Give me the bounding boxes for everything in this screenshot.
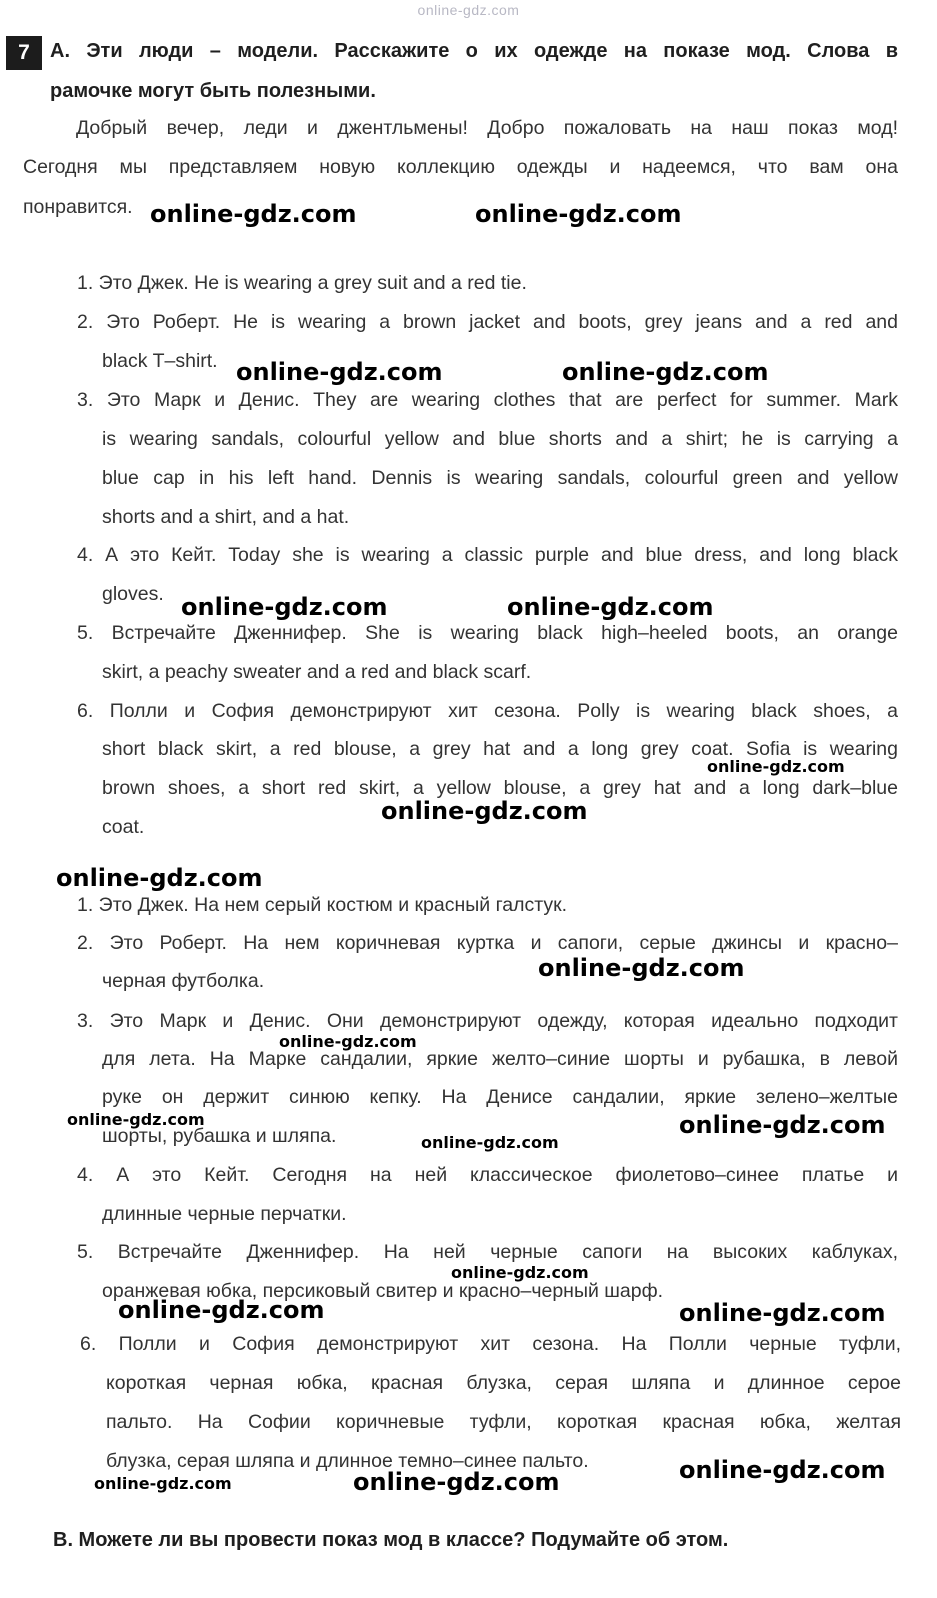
intro-line-3: понравится.	[23, 196, 133, 218]
watermark: online-gdz.com	[353, 1468, 560, 1496]
russian-item-6-line-4: блузка, серая шляпа и длинное темно–синее пальто.	[106, 1450, 589, 1472]
russian-item-4-line-2: длинные черные перчатки.	[102, 1203, 347, 1225]
english-item-4-line-1: 4. А это Кейт. Today she is wearing a classic purple and blue dress, and long black	[77, 544, 898, 566]
russian-item-5-line-2: оранжевая юбка, персиковый свитер и красно–черный шарф.	[102, 1280, 664, 1302]
russian-item-6-line-3: пальто. На Софии коричневые туфли, короткая красная юбка, желтая	[106, 1411, 901, 1433]
russian-item-1: 1. Это Джек. На нем серый костюм и красный галстук.	[77, 894, 568, 916]
intro-line-2: Сегодня мы представляем новую коллекцию одежды и надеемся, что вам она	[23, 156, 898, 178]
watermark: online-gdz.com	[381, 797, 588, 825]
watermark: online-gdz.com	[538, 954, 745, 982]
russian-item-3-line-3: руке он держит синюю кепку. На Денисе сандалии, яркие зелено–желтые	[102, 1086, 898, 1108]
english-item-3-line-3: blue cap in his left hand. Dennis is wearing sandals, colourful green and yellow	[102, 467, 898, 489]
english-item-1: 1. Это Джек. He is wearing a grey suit and a red tie.	[77, 272, 527, 294]
watermark: online-gdz.com	[181, 593, 388, 621]
russian-item-5-line-1: 5. Встречайте Дженнифер. На ней черные сапоги на высоких каблуках,	[77, 1241, 898, 1263]
watermark: online-gdz.com	[421, 1133, 559, 1152]
watermark: online-gdz.com	[279, 1032, 417, 1051]
english-item-6-line-1: 6. Полли и София демонстрируют хит сезона. Polly is wearing black shoes, a	[77, 700, 898, 722]
task-number-badge: 7	[6, 36, 42, 70]
english-item-4-line-2: gloves.	[102, 583, 164, 605]
watermark: online-gdz.com	[475, 200, 682, 228]
watermark: online-gdz.com	[562, 358, 769, 386]
russian-item-3-line-4: шорты, рубашка и шляпа.	[102, 1125, 337, 1147]
site-header-url[interactable]: online-gdz.com	[417, 2, 520, 18]
task-b-title: B. Можете ли вы провести показ мод в классе? Подумайте об этом.	[53, 1529, 729, 1551]
english-item-3-line-2: is wearing sandals, colourful yellow and blue shorts and a shirt; he is carrying a	[102, 428, 898, 450]
russian-item-4-line-1: 4. А это Кейт. Сегодня на ней классическое фиолетово–синее платье и	[77, 1164, 898, 1186]
english-item-2-line-1: 2. Это Роберт. He is wearing a brown jacket and boots, grey jeans and a red and	[77, 311, 898, 333]
english-item-3-line-1: 3. Это Марк и Денис. They are wearing clothes that are perfect for summer. Mark	[77, 389, 898, 411]
russian-item-6-line-1: 6. Полли и София демонстрируют хит сезона. На Полли черные туфли,	[80, 1333, 901, 1355]
russian-item-2-line-2: черная футболка.	[102, 970, 265, 992]
english-item-5-line-1: 5. Встречайте Дженнифер. She is wearing black high–heeled boots, an orange	[77, 622, 898, 644]
english-item-5-line-2: skirt, a peachy sweater and a red and black scarf.	[102, 661, 532, 683]
intro-line-1: Добрый вечер, леди и джентльмены! Добро пожаловать на наш показ мод!	[76, 117, 898, 139]
watermark: online-gdz.com	[451, 1263, 589, 1282]
english-item-3-line-4: shorts and a shirt, and a hat.	[102, 506, 350, 528]
watermark: online-gdz.com	[507, 593, 714, 621]
watermark: online-gdz.com	[56, 864, 263, 892]
watermark: online-gdz.com	[707, 757, 845, 776]
russian-item-3-line-1: 3. Это Марк и Денис. Они демонстрируют одежду, которая идеально подходит	[77, 1010, 898, 1032]
russian-item-2-line-1: 2. Это Роберт. На нем коричневая куртка и сапоги, серые джинсы и красно–	[77, 932, 898, 954]
watermark: online-gdz.com	[236, 358, 443, 386]
english-item-2-line-2: black T–shirt.	[102, 350, 218, 372]
english-item-6-line-3: brown shoes, a short red skirt, a yellow blouse, a grey hat and a long dark–blue	[102, 777, 898, 799]
watermark: online-gdz.com	[67, 1110, 205, 1129]
english-item-6-line-2: short black skirt, a red blouse, a grey hat and a long grey coat. Sofia is wearing	[102, 738, 898, 760]
russian-item-3-line-2: для лета. На Марке сандалии, яркие желто–синие шорты и рубашка, в левой	[102, 1048, 898, 1070]
watermark: online-gdz.com	[150, 200, 357, 228]
watermark: online-gdz.com	[118, 1296, 325, 1324]
watermark: online-gdz.com	[94, 1474, 232, 1493]
english-item-6-line-4: coat.	[102, 816, 145, 838]
task-a-title-line1: A. Эти люди – модели. Расскажите о их одежде на показе мод. Слова в	[50, 40, 898, 62]
russian-item-6-line-2: короткая черная юбка, красная блузка, серая шляпа и длинное серое	[106, 1372, 901, 1394]
watermark: online-gdz.com	[679, 1111, 886, 1139]
watermark: online-gdz.com	[679, 1456, 886, 1484]
task-a-title-line2: рамочке могут быть полезными.	[50, 80, 376, 102]
watermark: online-gdz.com	[679, 1299, 886, 1327]
